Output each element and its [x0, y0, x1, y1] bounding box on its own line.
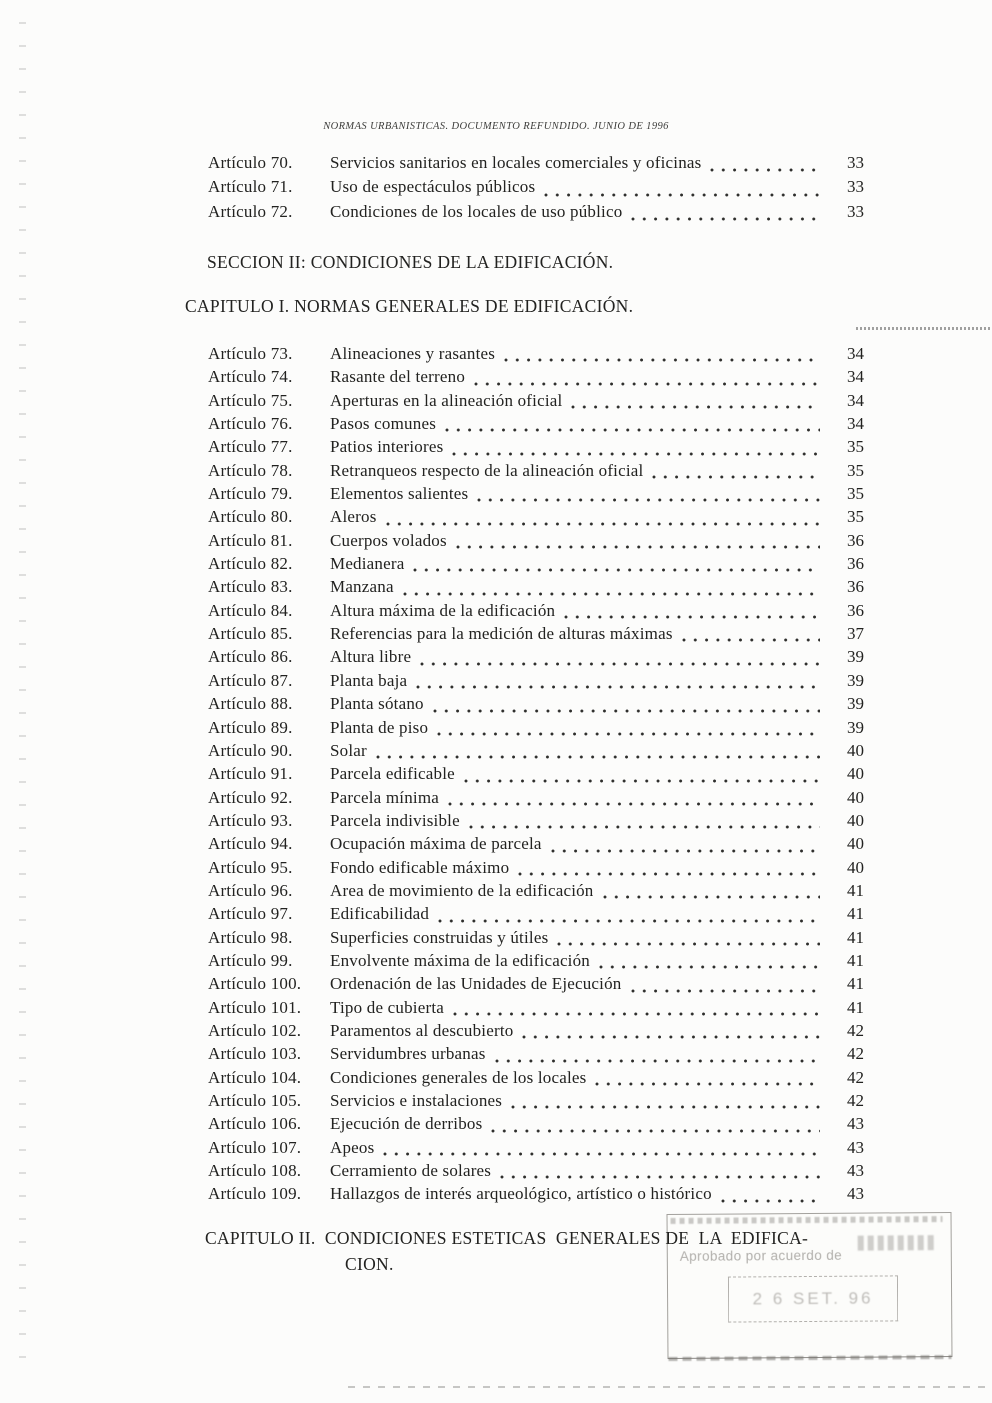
article-label: Artículo 109. [208, 1184, 302, 1204]
article-label: Artículo 92. [208, 787, 293, 807]
page-number: 41 [847, 950, 864, 970]
page-number: 43 [847, 1114, 864, 1134]
dot-leader [721, 1199, 820, 1203]
dot-leader [511, 1105, 820, 1109]
page-number: 36 [847, 554, 864, 574]
article-label: Artículo 99. [208, 950, 293, 970]
article-label: Artículo 77. [208, 437, 293, 457]
dot-leader [386, 522, 820, 526]
toc-entry [208, 177, 864, 201]
stamp-smudge [668, 1355, 951, 1361]
toc-entry [208, 554, 864, 577]
dot-leader [551, 849, 820, 853]
toc-section-main [208, 344, 864, 1208]
stamp-smudge [858, 1235, 938, 1251]
toc-entry [208, 1021, 864, 1044]
article-title: Retranqueos respecto de la alineación oficial [330, 460, 644, 480]
article-title: Parcela indivisible [330, 810, 460, 830]
article-label: Artículo 75. [208, 390, 293, 410]
article-label: Artículo 100. [208, 974, 302, 994]
toc-entry [208, 718, 864, 741]
toc-entry [208, 834, 864, 857]
dot-leader [474, 382, 820, 386]
toc-entry [208, 344, 864, 367]
page-number: 39 [847, 694, 864, 714]
page-number: 41 [847, 974, 864, 994]
dot-leader [522, 1035, 820, 1039]
article-label: Artículo 104. [208, 1067, 302, 1087]
page-number: 34 [847, 390, 864, 410]
toc-entry [208, 507, 864, 530]
page-number: 40 [847, 857, 864, 877]
dot-leader [413, 568, 820, 572]
article-label: Artículo 93. [208, 810, 293, 830]
page-number: 42 [847, 1067, 864, 1087]
article-title: Superficies construidas y útiles [330, 927, 549, 947]
toc-entry [208, 437, 864, 460]
toc-entry [208, 788, 864, 811]
article-label: Artículo 103. [208, 1044, 302, 1064]
dot-leader [631, 989, 821, 993]
article-label: Artículo 87. [208, 670, 293, 690]
page-number: 40 [847, 787, 864, 807]
article-label: Artículo 107. [208, 1137, 302, 1157]
toc-entry [208, 1091, 864, 1114]
left-margin-scan-marks [19, 22, 26, 1372]
toc-entry [208, 811, 864, 834]
toc-entry [208, 928, 864, 951]
article-label: Artículo 96. [208, 880, 293, 900]
page-number: 35 [847, 437, 864, 457]
toc-entry [208, 974, 864, 997]
page-number: 42 [847, 1020, 864, 1040]
page-number: 41 [847, 927, 864, 947]
page-number: 40 [847, 810, 864, 830]
article-label: Artículo 78. [208, 460, 293, 480]
page-number: 40 [847, 740, 864, 760]
article-title: Area de movimiento de la edificación [330, 880, 594, 900]
article-label: Artículo 83. [208, 577, 293, 597]
toc-entry [208, 741, 864, 764]
dot-leader [495, 1059, 820, 1063]
dot-leader [504, 358, 820, 362]
dot-leader [416, 685, 820, 689]
article-title: Ordenación de las Unidades de Ejecución [330, 974, 622, 994]
article-title: Parcela edificable [330, 764, 455, 784]
dot-leader [453, 1012, 820, 1016]
article-label: Artículo 94. [208, 834, 293, 854]
article-label: Artículo 80. [208, 507, 293, 527]
article-label: Artículo 95. [208, 857, 293, 877]
dot-leader [403, 592, 820, 596]
dot-leader [595, 1082, 820, 1086]
page-number: 36 [847, 600, 864, 620]
page-number: 43 [847, 1137, 864, 1157]
page-number: 41 [847, 880, 864, 900]
stamp-smudge [671, 1216, 943, 1224]
article-label: Artículo 108. [208, 1161, 302, 1181]
page-number: 39 [847, 647, 864, 667]
page-number: 33 [847, 153, 864, 172]
article-title: Altura libre [330, 647, 412, 667]
article-title: Fondo edificable máximo [330, 857, 510, 877]
toc-entry [208, 484, 864, 507]
article-title: Cerramiento de solares [330, 1161, 492, 1181]
toc-entry [208, 1184, 864, 1207]
page-number: 39 [847, 717, 864, 737]
article-title: Aleros [330, 507, 377, 527]
page-number: 41 [847, 904, 864, 924]
article-title: Patios interiores [330, 437, 444, 457]
chapter1-heading: CAPITULO I. NORMAS GENERALES DE EDIFICACIÓN. [185, 296, 634, 316]
article-label: Artículo 91. [208, 764, 293, 784]
page-number: 33 [847, 177, 864, 197]
article-title: Servicios e instalaciones [330, 1091, 503, 1110]
article-title: Manzana [330, 577, 394, 597]
article-label: Artículo 76. [208, 414, 293, 434]
article-title: Planta baja [330, 670, 408, 690]
toc-entry [208, 577, 864, 600]
article-title: Aperturas en la alineación oficial [330, 390, 563, 410]
toc-entry [208, 647, 864, 670]
chapter2-heading-line2: CION. [345, 1254, 394, 1274]
article-label: Artículo 82. [208, 554, 293, 574]
article-title: Envolvente máxima de la edificación [330, 950, 591, 970]
stamp-approval-text: Aprobado por acuerdo de [679, 1247, 843, 1264]
dot-leader [557, 942, 820, 946]
article-label: Artículo 102. [208, 1020, 302, 1040]
toc-entry [208, 153, 864, 177]
dot-leader [433, 709, 820, 713]
article-title: Paramentos al descubierto [330, 1020, 514, 1040]
dot-leader [383, 1152, 820, 1156]
article-label: Artículo 84. [208, 600, 293, 620]
toc-section-top [208, 153, 864, 226]
toc-entry [208, 858, 864, 881]
article-title: Pasos comunes [330, 414, 437, 434]
toc-entry [208, 764, 864, 787]
toc-entry [208, 904, 864, 927]
article-label: Artículo 89. [208, 717, 293, 737]
page-number: 36 [847, 530, 864, 550]
bottom-scan-line [348, 1386, 990, 1388]
article-label: Artículo 81. [208, 530, 293, 550]
article-title: Servicios sanitarios en locales comerciales y oficinas [330, 153, 702, 172]
page-number: 37 [847, 624, 864, 644]
article-label: Artículo 79. [208, 484, 293, 504]
page-number: 35 [847, 507, 864, 527]
dot-leader [469, 825, 820, 829]
dot-leader [631, 217, 820, 221]
dot-leader [652, 475, 820, 479]
dot-leader [464, 779, 820, 783]
page-header-title: NORMAS URBANISTICAS. DOCUMENTO REFUNDIDO. JUNIO DE 1996 [323, 121, 669, 132]
article-label: Artículo 74. [208, 367, 293, 387]
article-title: Condiciones de los locales de uso público [330, 201, 623, 221]
toc-entry [208, 951, 864, 974]
page-number: 39 [847, 670, 864, 690]
article-label: Artículo 105. [208, 1091, 302, 1110]
dot-leader [420, 662, 820, 666]
toc-entry [208, 367, 864, 390]
toc-entry [208, 531, 864, 554]
dot-leader [544, 193, 820, 197]
article-label: Artículo 98. [208, 927, 293, 947]
dot-leader [491, 1129, 820, 1133]
article-title: Solar [330, 740, 367, 760]
toc-entry [208, 671, 864, 694]
article-title: Condiciones generales de los locales [330, 1067, 587, 1087]
chapter2-heading-line1: CAPITULO II. CONDICIONES ESTETICAS GENERALES DE LA EDIFICA- [205, 1228, 809, 1248]
page-number: 40 [847, 834, 864, 854]
dot-leader [518, 872, 820, 876]
toc-entry [208, 461, 864, 484]
page-number: 33 [847, 201, 864, 221]
article-title: Medianera [330, 554, 405, 574]
article-label: Artículo 70. [208, 153, 293, 172]
page-number: 34 [847, 414, 864, 434]
toc-entry [208, 1161, 864, 1184]
page-number: 41 [847, 997, 864, 1017]
article-title: Apeos [330, 1137, 375, 1157]
page-number: 34 [847, 344, 864, 363]
page-number: 35 [847, 460, 864, 480]
article-title: Rasante del terreno [330, 367, 466, 387]
article-title: Ocupación máxima de parcela [330, 834, 542, 854]
section-heading: SECCION II: CONDICIONES DE LA EDIFICACIÓN. [207, 252, 614, 272]
dot-leader [376, 755, 820, 759]
toc-entry [208, 694, 864, 717]
dot-leader [599, 965, 820, 969]
toc-entry [208, 881, 864, 904]
page-number: 42 [847, 1091, 864, 1110]
dot-leader [682, 638, 820, 642]
article-title: Edificabilidad [330, 904, 430, 924]
article-label: Artículo 86. [208, 647, 293, 667]
toc-entry [208, 998, 864, 1021]
dot-leader [448, 802, 820, 806]
article-title: Alineaciones y rasantes [330, 344, 496, 363]
article-title: Elementos salientes [330, 484, 469, 504]
toc-entry [208, 1044, 864, 1067]
article-title: Ejecución de derribos [330, 1114, 483, 1134]
article-label: Artículo 106. [208, 1114, 302, 1134]
dot-leader [452, 452, 820, 456]
article-label: Artículo 88. [208, 694, 293, 714]
dot-leader [437, 732, 820, 736]
right-margin-noise-line [856, 327, 992, 330]
toc-entry [208, 624, 864, 647]
page-number: 43 [847, 1161, 864, 1181]
toc-entry [208, 601, 864, 624]
page-number: 42 [847, 1044, 864, 1064]
page-number: 40 [847, 764, 864, 784]
article-title: Planta sótano [330, 694, 424, 714]
page-number: 36 [847, 577, 864, 597]
article-label: Artículo 85. [208, 624, 293, 644]
dot-leader [603, 895, 820, 899]
article-title: Referencias para la medición de alturas máximas [330, 624, 673, 644]
article-label: Artículo 71. [208, 177, 293, 197]
toc-entry [208, 202, 864, 226]
dot-leader [477, 498, 820, 502]
dot-leader [564, 615, 820, 619]
dot-leader [445, 428, 820, 432]
article-label: Artículo 73. [208, 344, 293, 363]
article-title: Cuerpos volados [330, 530, 447, 550]
article-title: Parcela mínima [330, 787, 440, 807]
page-number: 34 [847, 367, 864, 387]
page-number: 35 [847, 484, 864, 504]
dot-leader [500, 1175, 820, 1179]
toc-entry [208, 1138, 864, 1161]
page-number: 43 [847, 1184, 864, 1204]
article-title: Planta de piso [330, 717, 429, 737]
article-label: Artículo 72. [208, 201, 293, 221]
dot-leader [456, 545, 820, 549]
article-title: Uso de espectáculos públicos [330, 177, 536, 197]
toc-entry [208, 414, 864, 437]
article-label: Artículo 101. [208, 997, 302, 1017]
toc-entry [208, 1114, 864, 1137]
stamp-date: 2 6 SET. 96 [752, 1288, 874, 1309]
article-title: Altura máxima de la edificación [330, 600, 556, 620]
dot-leader [710, 168, 820, 172]
article-title: Tipo de cubierta [330, 997, 444, 1017]
dot-leader [438, 919, 820, 923]
article-label: Artículo 97. [208, 904, 293, 924]
stamp-date-box [728, 1275, 898, 1322]
toc-entry [208, 1068, 864, 1091]
toc-entry [208, 391, 864, 414]
article-label: Artículo 90. [208, 740, 293, 760]
article-title: Servidumbres urbanas [330, 1044, 486, 1064]
article-title: Hallazgos de interés arqueológico, artístico o histórico [330, 1184, 712, 1204]
dot-leader [571, 405, 820, 409]
